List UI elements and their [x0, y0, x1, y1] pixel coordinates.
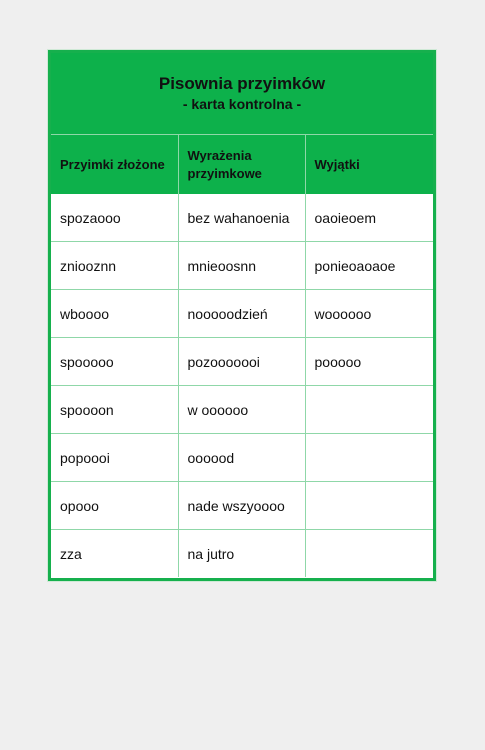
table-row — [51, 338, 433, 386]
table-cell — [305, 530, 433, 578]
table-row — [51, 482, 433, 530]
table-cell — [305, 386, 433, 434]
table-cell: bez wahanoenia — [178, 194, 305, 242]
table-cell — [305, 434, 433, 482]
header-compound-prepositions: Przyimki złożone — [51, 135, 178, 194]
table-cell: zniooznn — [51, 242, 178, 290]
table-cell: oooood — [178, 434, 305, 482]
table-cell: opooo — [51, 482, 178, 530]
table-row — [51, 434, 433, 482]
table-cell: spozaooo — [51, 194, 178, 242]
table-row — [51, 386, 433, 434]
table-cell: na jutro — [178, 530, 305, 578]
table-cell: mnieoosnn — [178, 242, 305, 290]
table-cell: woooooo — [305, 290, 433, 338]
table-cell: wboooo — [51, 290, 178, 338]
table-cell: spooooo — [51, 338, 178, 386]
table-cell: ponieoaoaoe — [305, 242, 433, 290]
header-exceptions: Wyjątki — [305, 135, 433, 194]
card-subtitle: - karta kontrolna - — [182, 96, 302, 112]
card-header — [51, 53, 433, 135]
table-row — [51, 290, 433, 338]
table-cell: spoooon — [51, 386, 178, 434]
control-card — [48, 50, 436, 581]
table-cell: zza — [51, 530, 178, 578]
table-cell: pozooooooi — [178, 338, 305, 386]
table-cell: oaoieoem — [314, 209, 376, 226]
card-title: Pisownia przyimków — [158, 74, 326, 93]
table-row — [51, 242, 433, 290]
table-header-row — [51, 135, 433, 194]
table-row — [51, 530, 433, 578]
table-cell: popoooi — [51, 434, 178, 482]
table-row — [51, 194, 433, 242]
table-cell: nooooodzień — [178, 290, 305, 338]
table-cell: nade wszyoooo — [178, 482, 305, 530]
prepositions-table — [51, 135, 433, 577]
header-prepositional-phrases: Wyrażenia przyimkowe — [178, 135, 305, 194]
table-cell: pooooo — [305, 338, 433, 386]
table-cell: w oooooo — [178, 386, 305, 434]
table-cell — [305, 482, 433, 530]
